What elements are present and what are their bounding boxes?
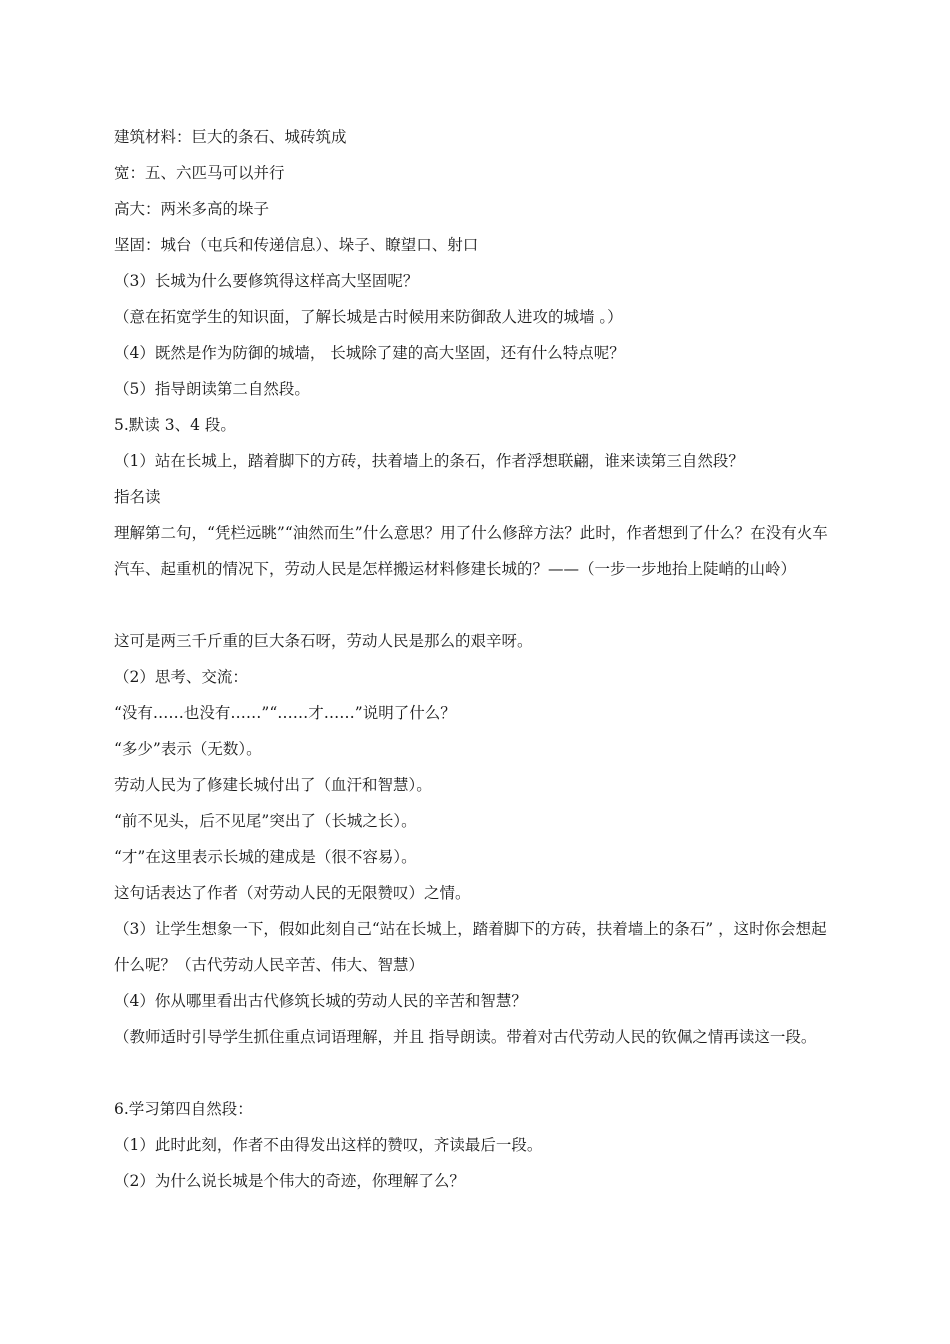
text-line-read-aloud: 指名读	[114, 488, 161, 506]
document-body	[114, 126, 838, 1206]
text-line-many: “多少”表示（无数）。	[114, 740, 262, 758]
text-line-height: 高大：两米多高的垛子	[114, 200, 270, 218]
text-line-sweat: 劳动人民为了修建长城付出了（血汗和智慧）。	[114, 776, 432, 794]
text-line-step-2: （2）思考、交流：	[114, 668, 248, 686]
text-line-question-5: （5）指导朗读第二自然段。	[114, 380, 310, 398]
text-line-step-1: （1）站在长城上，踏着脚下的方砖，扶着墙上的条石，作者浮想联翩，谁来读第三自然段？	[114, 452, 744, 470]
text-line-praise: 这句话表达了作者（对劳动人民的无限赞叹）之情。	[114, 884, 471, 902]
text-line-section-6-step-1: （1）此时此刻，作者不由得发出这样的赞叹，齐读最后一段。	[114, 1136, 543, 1154]
text-line-not-easy: “才”在这里表示长城的建成是（很不容易）。	[114, 848, 417, 866]
text-paragraph-second-sentence: 理解第二句，“凭栏远眺”“油然而生”什么意思？用了什么修辞方法？此时，作者想到了什么？在没有火车汽车、起重机的情况下，劳动人民是怎样搬运材料修建长城的？——（一步一步地抬上陡峭的山岭）	[114, 524, 828, 578]
text-line-width: 宽：五、六匹马可以并行	[114, 164, 285, 182]
text-line-section-6: 6.学习第四自然段：	[114, 1100, 253, 1118]
text-line-sturdy: 坚固：城台（屯兵和传递信息）、垛子、瞭望口、射口	[114, 236, 479, 254]
text-paragraph-teacher-guide: （教师适时引导学生抓住重点词语理解，并且 指导朗读。带着对古代劳动人民的钦佩之情再读这一段。	[114, 1028, 817, 1046]
text-paragraph-step-3: （3）让学生想象一下，假如此刻自己“站在长城上，踏着脚下的方砖，扶着墙上的条石” ，这时你会想起什么呢？（古代劳动人民辛苦、伟大、智慧）	[114, 920, 827, 974]
text-line-hardship: 这可是两三千斤重的巨大条石呀，劳动人民是那么的艰辛呀。	[114, 632, 533, 650]
text-line-question-3: （3）长城为什么要修筑得这样高大坚固呢？	[114, 272, 419, 290]
text-line-section-6-step-2: （2）为什么说长城是个伟大的奇迹，你理解了么？	[114, 1172, 465, 1190]
text-line-intent-note: （意在拓宽学生的知识面，了解长城是古时候用来防御敌人进攻的城墙 。）	[114, 308, 623, 326]
text-line-question-4: （4）既然是作为防御的城墙， 长城除了建的高大坚固，还有什么特点呢？	[114, 344, 625, 362]
text-line-meaning: “没有……也没有……”“……才……”说明了什么？	[114, 704, 456, 722]
text-line-section-5: 5.默读 3、4 段。	[114, 416, 236, 434]
text-line-materials: 建筑材料：巨大的条石、城砖筑成	[114, 128, 347, 146]
text-line-length: “前不见头，后不见尾”突出了（长城之长）。	[114, 812, 417, 830]
text-line-step-4: （4）你从哪里看出古代修筑长城的劳动人民的辛苦和智慧？	[114, 992, 527, 1010]
